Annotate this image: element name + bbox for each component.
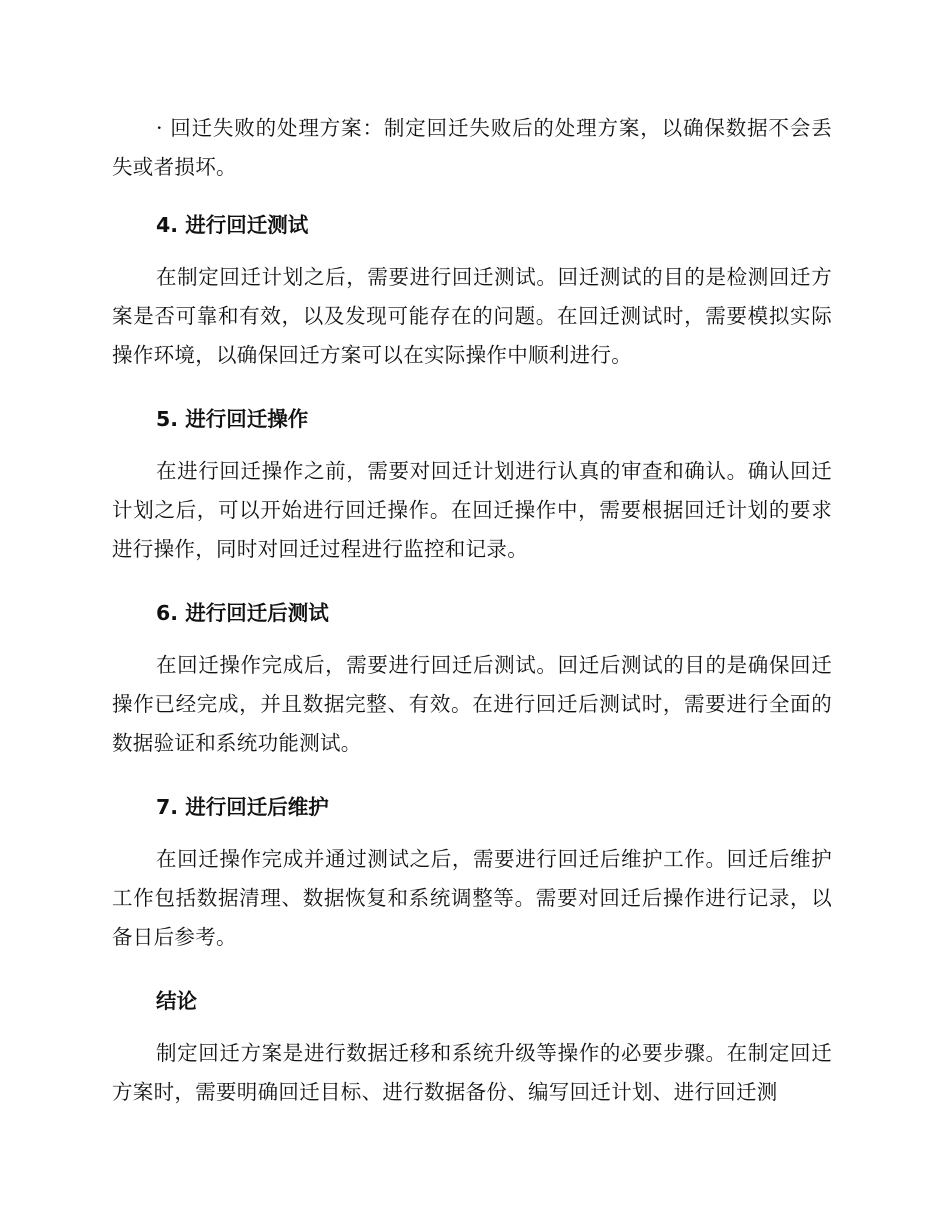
section-body-5: 在进行回迁操作之前，需要对回迁计划进行认真的审查和确认。确认回迁计划之后，可以开始进行回迁操作。在回迁操作中，需要根据回迁计划的要求进行操作，同时对回迁过程进行监控和记录。: [112, 459, 832, 561]
conclusion-heading: 结论: [156, 989, 197, 1013]
conclusion-body: 制定回迁方案是进行数据迁移和系统升级等操作的必要步骤。在制定回迁方案时，需要明确回迁目标、进行数据备份、编写回迁计划、进行回迁测: [112, 1041, 832, 1104]
section-body-6: 在回迁操作完成后，需要进行回迁后测试。回迁后测试的目的是确保回迁操作已经完成，并且数据完整、有效。在进行回迁后测试时，需要进行全面的数据验证和系统功能测试。: [112, 653, 832, 755]
section-body-7: 在回迁操作完成并通过测试之后，需要进行回迁后维护工作。回迁后维护工作包括数据清理、数据恢复和系统调整等。需要对回迁后操作进行记录，以备日后参考。: [112, 847, 832, 949]
section-heading-5: 5. 进行回迁操作: [156, 407, 309, 431]
section-heading-6: 6. 进行回迁后测试: [156, 601, 329, 625]
section-heading-7: 7. 进行回迁后维护: [156, 795, 329, 819]
section-body-4: 在制定回迁计划之后，需要进行回迁测试。回迁测试的目的是检测回迁方案是否可靠和有效，以及发现可能存在的问题。在回迁测试时，需要模拟实际操作环境，以确保回迁方案可以在实际操作中顺利进行。: [112, 265, 832, 367]
section-heading-4: 4. 进行回迁测试: [156, 213, 309, 237]
bullet-paragraph: · 回迁失败的处理方案：制定回迁失败后的处理方案，以确保数据不会丢失或者损坏。: [112, 116, 832, 179]
